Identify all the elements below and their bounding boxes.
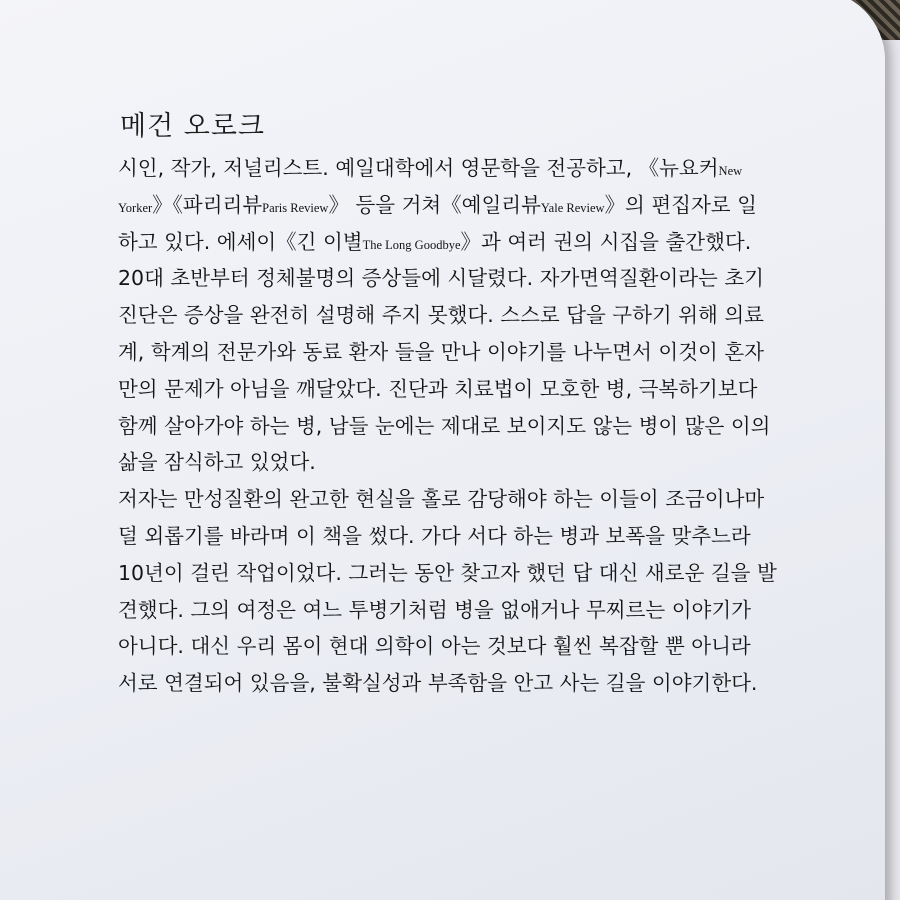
bio-text: 진단은 증상을 완전히 설명해 주지 못했다. 스스로 답을 구하기 위해 의료	[118, 303, 764, 328]
english-title: Yorker	[118, 200, 153, 215]
bio-text: 시인, 작가, 저널리스트. 예일대학에서 영문학을 전공하고, 《뉴요커	[118, 156, 719, 180]
author-bio	[118, 150, 818, 702]
bio-line	[118, 260, 818, 297]
english-title: Yale Review	[540, 200, 605, 215]
bio-text: 》 등을 거쳐《예일리뷰	[328, 192, 541, 217]
bio-line	[118, 224, 818, 261]
bio-text: 덜 외롭기를 바라며 이 책을 썼다. 가다 서다 하는 병과 보폭을 맞추느라	[118, 523, 751, 548]
bio-line	[118, 408, 818, 445]
bio-text: 서로 연결되어 있음을, 불확실성과 부족함을 안고 사는 길을 이야기한다.	[118, 671, 758, 696]
author-name: 메건 오로크	[120, 111, 265, 142]
bio-line	[118, 150, 818, 187]
english-title: The Long Goodbye	[362, 237, 461, 252]
bio-text: 하고 있다. 에세이《긴 이별	[118, 229, 363, 254]
bio-line	[118, 334, 818, 371]
bio-line	[118, 444, 818, 481]
bio-line	[118, 371, 818, 408]
bio-text: 》과 여러 권의 시집을 출간했다.	[460, 229, 752, 254]
bio-line	[118, 555, 818, 592]
bio-text: 》의 편집자로 일	[604, 192, 757, 217]
bio-text: 저자는 만성질환의 완고한 현실을 홀로 감당해야 하는 이들이 조금이나마	[118, 487, 765, 512]
bio-line	[118, 297, 818, 334]
bio-line	[118, 481, 818, 518]
english-title: New	[718, 164, 743, 178]
bio-text: 견했다. 그의 여정은 여느 투병기처럼 병을 없애거나 무찌르는 이야기가	[118, 597, 751, 622]
english-title: Paris Review	[262, 200, 329, 215]
bio-line	[118, 518, 818, 555]
bio-text: 만의 문제가 아님을 깨달았다. 진단과 치료법이 모호한 병, 극복하기보다	[118, 376, 758, 401]
bio-text: 10년이 걸린 작업이었다. 그러는 동안 찾고자 했던 답 대신 새로운 길을 발	[118, 560, 777, 585]
bio-text: 》《파리리뷰	[152, 192, 263, 217]
bio-text: 아니다. 대신 우리 몸이 현대 의학이 아는 것보다 훨씬 복잡할 뿐 아니라	[118, 634, 751, 659]
bio-text: 20대 초반부터 정체불명의 증상들에 시달렸다. 자가면역질환이라는 초기	[118, 266, 764, 291]
bio-line	[118, 628, 818, 665]
bio-line	[118, 592, 818, 629]
bio-text: 함께 살아가야 하는 병, 남들 눈에는 제대로 보이지도 않는 병이 많은 이의	[118, 413, 771, 438]
bio-line	[118, 187, 818, 224]
bio-line	[118, 665, 818, 702]
bio-text: 계, 학계의 전문가와 동료 환자 들을 만나 이야기를 나누면서 이것이 혼자	[118, 339, 764, 364]
bio-text: 삶을 잠식하고 있었다.	[118, 450, 316, 475]
